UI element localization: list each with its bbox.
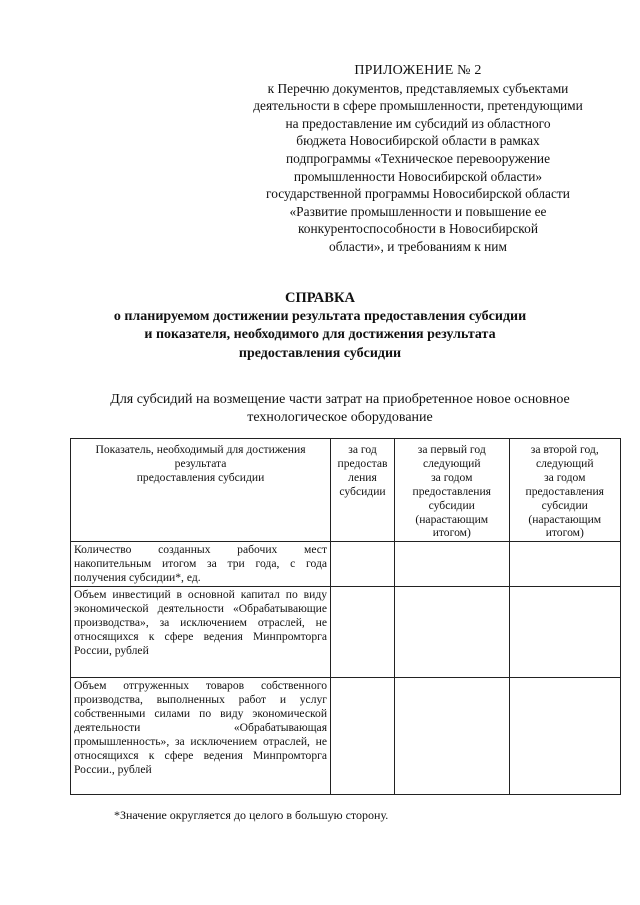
appendix-line: «Развитие промышленности и повышение ее [289,203,547,219]
header-line: результата [174,456,227,470]
appendix-line: на предоставление им субсидий из областного [285,115,551,131]
header-line: итогом) [432,526,471,540]
value-cell[interactable] [509,678,620,795]
appendix-title: ПРИЛОЖЕНИЕ № 2 [354,63,482,78]
appendix-line: области», и требованиям к ним [329,238,507,254]
heading-line: о планируемом достижении результата предоставления субсидии [113,308,527,324]
value-cell[interactable] [395,678,510,795]
document-title: СПРАВКА [285,290,355,306]
appendix-line: промышленности Новосибирской области» [293,168,543,184]
header-line: субсидии [541,498,588,512]
header-subsidy-year [331,439,395,542]
row-label: Объем инвестиций в основной капитал по виду экономической деятельности «Обрабатывающие производства», за исключением отраслей, не относящихся к сфере ведения Минпромторга России, рублей [71,587,331,678]
value-cell[interactable] [395,587,510,678]
table-header-row [71,439,621,542]
header-line: предоставления [525,484,604,498]
value-cell[interactable] [331,542,395,587]
header-line: предостав [337,456,388,470]
subtitle-line: технологическое оборудование [247,409,433,425]
appendix-line: к Перечню документов, представляемых субъектами [267,80,569,96]
appendix-line: конкурентоспособности в Новосибирской [297,221,538,237]
table-row [71,678,621,795]
header-line: следующий [422,456,481,470]
header-indicator [71,439,331,542]
value-cell[interactable] [509,542,620,587]
header-line: за годом [431,470,473,484]
header-line: за второй год, [530,443,599,456]
indicators-table [70,438,621,795]
header-line: (нарастающим [528,512,602,526]
value-cell[interactable] [331,587,395,678]
heading-line: предоставления субсидии [238,345,402,361]
value-cell[interactable] [395,542,510,587]
header-line: ления [348,470,377,484]
header-line: предоставления субсидии [136,470,265,484]
table-row [71,542,621,587]
header-line: субсидии [428,498,475,512]
document-heading [60,289,580,363]
table-row [71,587,621,678]
appendix-line: бюджета Новосибирской области в рамках [296,133,540,149]
subtitle-line: Для субсидий на возмещение части затрат на приобретенное новое основное [110,392,570,407]
header-second-year [509,439,620,542]
heading-line: и показателя, необходимого для достижения результата [144,327,496,342]
row-label: Количество созданных рабочих мест накопительным итогом за три года, с года получения субсидии*, ед. [71,542,331,587]
header-line: предоставления [412,484,491,498]
appendix-line: государственной программы Новосибирской области [266,186,570,202]
subsidy-type-caption [60,391,620,426]
value-cell[interactable] [509,587,620,678]
header-line: за первый год [417,443,486,456]
header-line: итогом) [545,526,584,540]
header-line: субсидии [339,484,386,498]
header-first-year [395,439,510,542]
appendix-line: подпрограммы «Техническое перевооружение [285,150,551,166]
header-line: (нарастающим [415,512,489,526]
header-line: Показатель, необходимый для достижения [95,443,306,456]
row-label: Объем отгруженных товаров собственного производства, выполненных работ и услуг собственными силами по виду экономической деятельности «Обрабатывающая промышленность», за исключением отраслей, не относящихся к сфере ведения Минпромторга России., рублей [71,678,331,795]
value-cell[interactable] [331,678,395,795]
appendix-line: деятельности в сфере промышленности, претендующими [253,98,583,114]
appendix-block [228,62,608,256]
header-line: за годом [544,470,586,484]
header-line: следующий [535,456,594,470]
footnote: *Значение округляется до целого в большую сторону. [114,808,389,822]
header-line: за год [348,443,377,456]
